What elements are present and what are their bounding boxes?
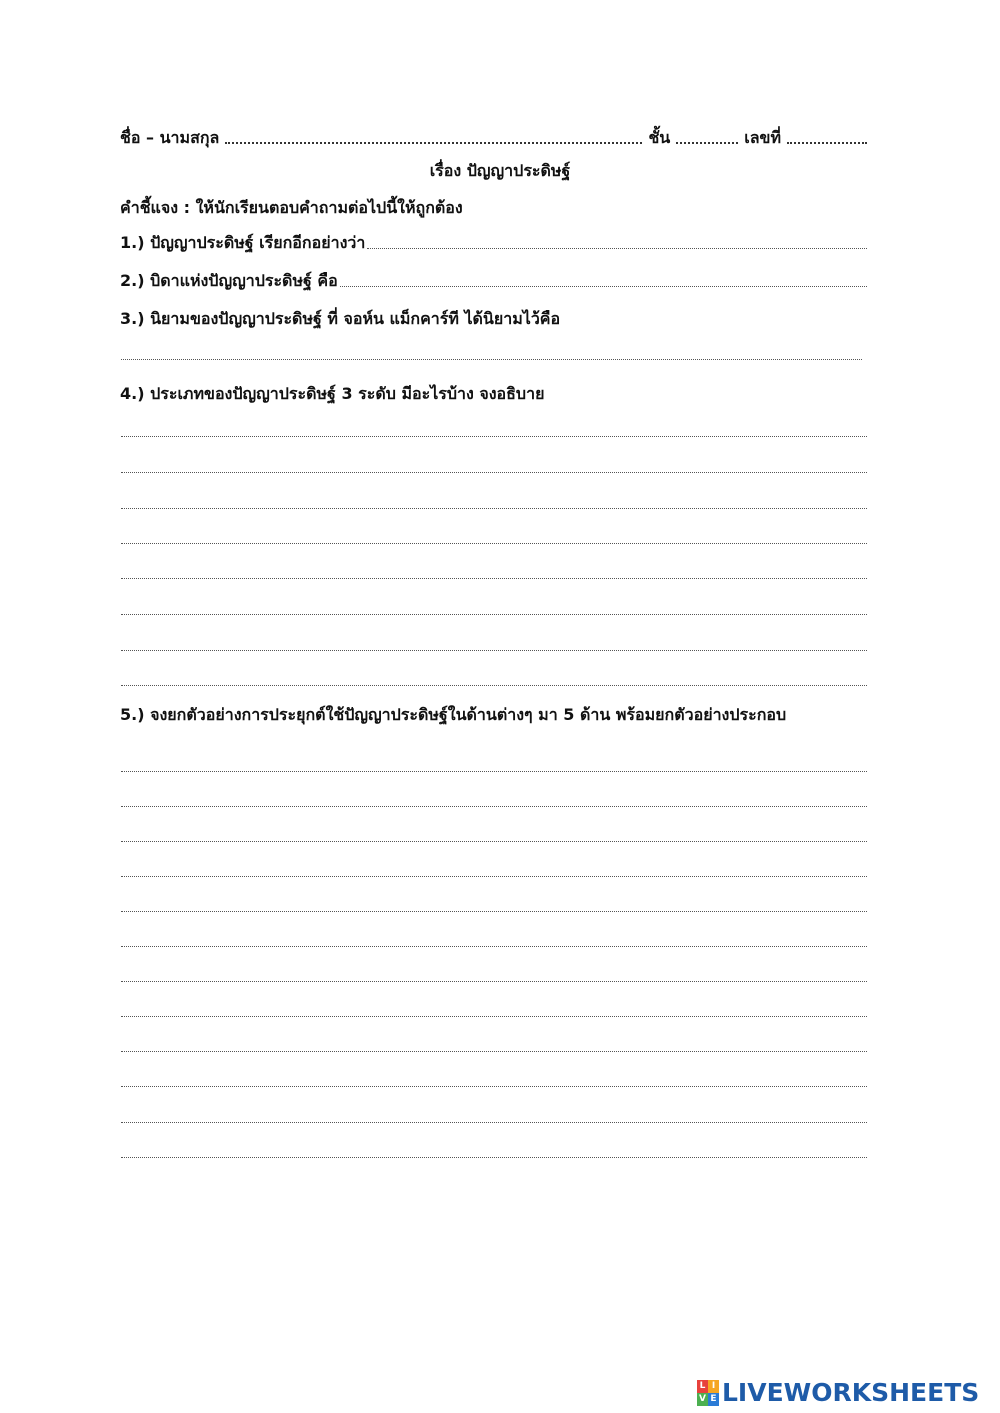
instructions: คำชี้แจง : ให้นักเรียนตอบคำถามต่อไปนี้ให้ถูกต้อง [120,198,463,217]
answer-5-line-11[interactable] [121,1122,867,1123]
answer-2-blank[interactable] [340,286,867,287]
liveworksheets-logo-icon [697,1380,719,1406]
answer-5-line-12[interactable] [121,1157,867,1158]
question-2-text: 2.) บิดาแห่งปัญญาประดิษฐ์ คือ [120,271,338,290]
name-blank[interactable] [225,142,642,144]
answer-3-line[interactable] [121,359,862,360]
answer-4-line-2[interactable] [121,472,867,473]
number-blank[interactable] [787,142,867,144]
answer-5-line-9[interactable] [121,1051,867,1052]
answer-4-line-5[interactable] [121,578,867,579]
answer-1-blank[interactable] [367,248,867,249]
logo-mark-i: I [708,1380,719,1393]
answer-4-line-4[interactable] [121,543,867,544]
worksheet-title: เรื่อง ปัญญาประดิษฐ์ [429,161,571,180]
logo-mark-l: L [697,1380,708,1393]
name-label: ชื่อ – นามสกุล [120,128,220,147]
question-3-text: 3.) นิยามของปัญญาประดิษฐ์ ที่ จอห์น แม็กคาร์ที ได้นิยามไว้คือ [120,309,561,328]
question-2 [120,270,867,292]
class-label: ชั้น [648,128,671,147]
answer-5-line-8[interactable] [121,1016,867,1017]
logo-mark-v: V [697,1393,708,1406]
student-info-row [120,127,867,149]
answer-5-line-7[interactable] [121,981,867,982]
liveworksheets-logo-text: LIVEWORKSHEETS [722,1378,980,1407]
answer-5-line-1[interactable] [121,771,867,772]
answer-4-line-3[interactable] [121,508,867,509]
question-4-text: 4.) ประเภทของปัญญาประดิษฐ์ 3 ระดับ มีอะไรบ้าง จงอธิบาย [120,384,545,403]
answer-5-line-3[interactable] [121,841,867,842]
question-1-text: 1.) ปัญญาประดิษฐ์ เรียกอีกอย่างว่า [120,233,366,252]
answer-5-line-5[interactable] [121,911,867,912]
question-5-text: 5.) จงยกตัวอย่างการประยุกต์ใช้ปัญญาประดิษฐ์ในด้านต่างๆ มา 5 ด้าน พร้อมยกตัวอย่างประกอบ [120,705,787,724]
number-label: เลขที่ [744,128,781,147]
question-1 [120,232,867,254]
answer-5-line-6[interactable] [121,946,867,947]
liveworksheets-logo [697,1378,979,1408]
answer-4-line-6[interactable] [121,614,867,615]
answer-4-line-1[interactable] [121,436,867,437]
answer-5-line-4[interactable] [121,876,867,877]
answer-5-line-2[interactable] [121,806,867,807]
answer-4-line-8[interactable] [121,685,867,686]
answer-4-line-7[interactable] [121,650,867,651]
answer-5-line-10[interactable] [121,1086,867,1087]
class-blank[interactable] [676,142,738,144]
logo-mark-e: E [708,1393,719,1406]
